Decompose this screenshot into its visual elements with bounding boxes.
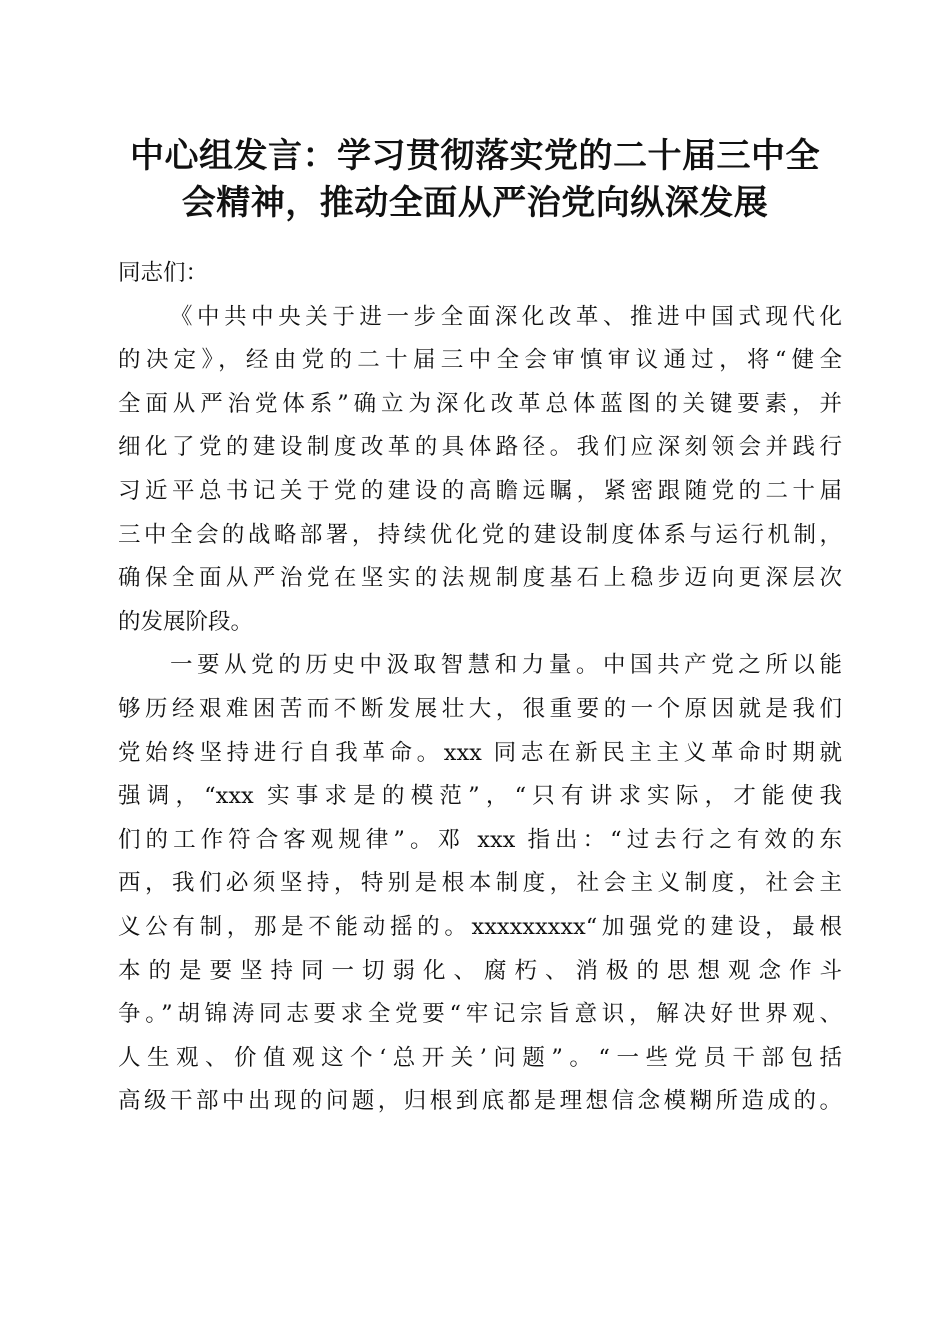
title-line: 中心组发言：学习贯彻落实党的二十届三中全 bbox=[130, 136, 820, 176]
paragraph-line: 本的是要坚持同一切弱化、腐朽、消极的思想观念作斗 bbox=[118, 957, 842, 984]
paragraph-line: 一要从党的历史中汲取智慧和力量。中国共产党之所以能 bbox=[170, 652, 842, 679]
paragraph-line: 的发展阶段。 bbox=[118, 608, 254, 635]
paragraph-line: 确保全面从严治党在坚实的法规制度基石上稳步迈向更深层次 bbox=[118, 565, 842, 592]
paragraph-line: 习近平总书记关于党的建设的高瞻远瞩，紧密跟随党的二十届 bbox=[118, 477, 842, 504]
title-line: 会精神，推动全面从严治党向纵深发展 bbox=[181, 183, 769, 223]
paragraph-line: 够历经艰难困苦而不断发展壮大，很重要的一个原因就是我们 bbox=[118, 695, 842, 722]
paragraph-line: 《中共中央关于进一步全面深化改革、推进中国式现代化 bbox=[170, 303, 842, 330]
paragraph-line: 义公有制，那是不能动摇的。xxxxxxxxx“加强党的建设，最根 bbox=[118, 913, 842, 940]
paragraph-line: 强调，“xxx 实事求是的模范”，“只有讲求实际，才能使我 bbox=[118, 783, 842, 810]
page-title bbox=[100, 133, 850, 227]
paragraph-line: 的决定》，经由党的二十届三中全会审慎审议通过，将“健全 bbox=[118, 347, 842, 374]
paragraph-line: 们的工作符合客观规律”。邓 xxx 指出：“过去行之有效的东 bbox=[118, 826, 842, 853]
paragraph bbox=[118, 296, 842, 645]
salutation: 同志们： bbox=[118, 260, 209, 286]
paragraph-line: 人生观、价值观这个‘总开关’问题”。“一些党员干部包括 bbox=[118, 1044, 842, 1071]
paragraph-line: 争。”胡锦涛同志要求全党要“牢记宗旨意识，解决好世界观、 bbox=[118, 1001, 842, 1028]
document-body bbox=[118, 252, 842, 1124]
paragraph-line: 党始终坚持进行自我革命。xxx 同志在新民主主义革命时期就 bbox=[118, 739, 842, 766]
paragraph-line: 全面从严治党体系”确立为深化改革总体蓝图的关键要素，并 bbox=[118, 390, 842, 417]
paragraph-line: 西，我们必须坚持，特别是根本制度，社会主义制度，社会主 bbox=[118, 870, 842, 897]
paragraph bbox=[118, 644, 842, 1124]
paragraph-line: 三中全会的战略部署，持续优化党的建设制度体系与运行机制， bbox=[118, 521, 842, 548]
paragraph-line: 高级干部中出现的问题，归根到底都是理想信念模糊所造成的。 bbox=[118, 1088, 842, 1115]
paragraph-line: 细化了党的建设制度改革的具体路径。我们应深刻领会并践行 bbox=[118, 434, 842, 461]
